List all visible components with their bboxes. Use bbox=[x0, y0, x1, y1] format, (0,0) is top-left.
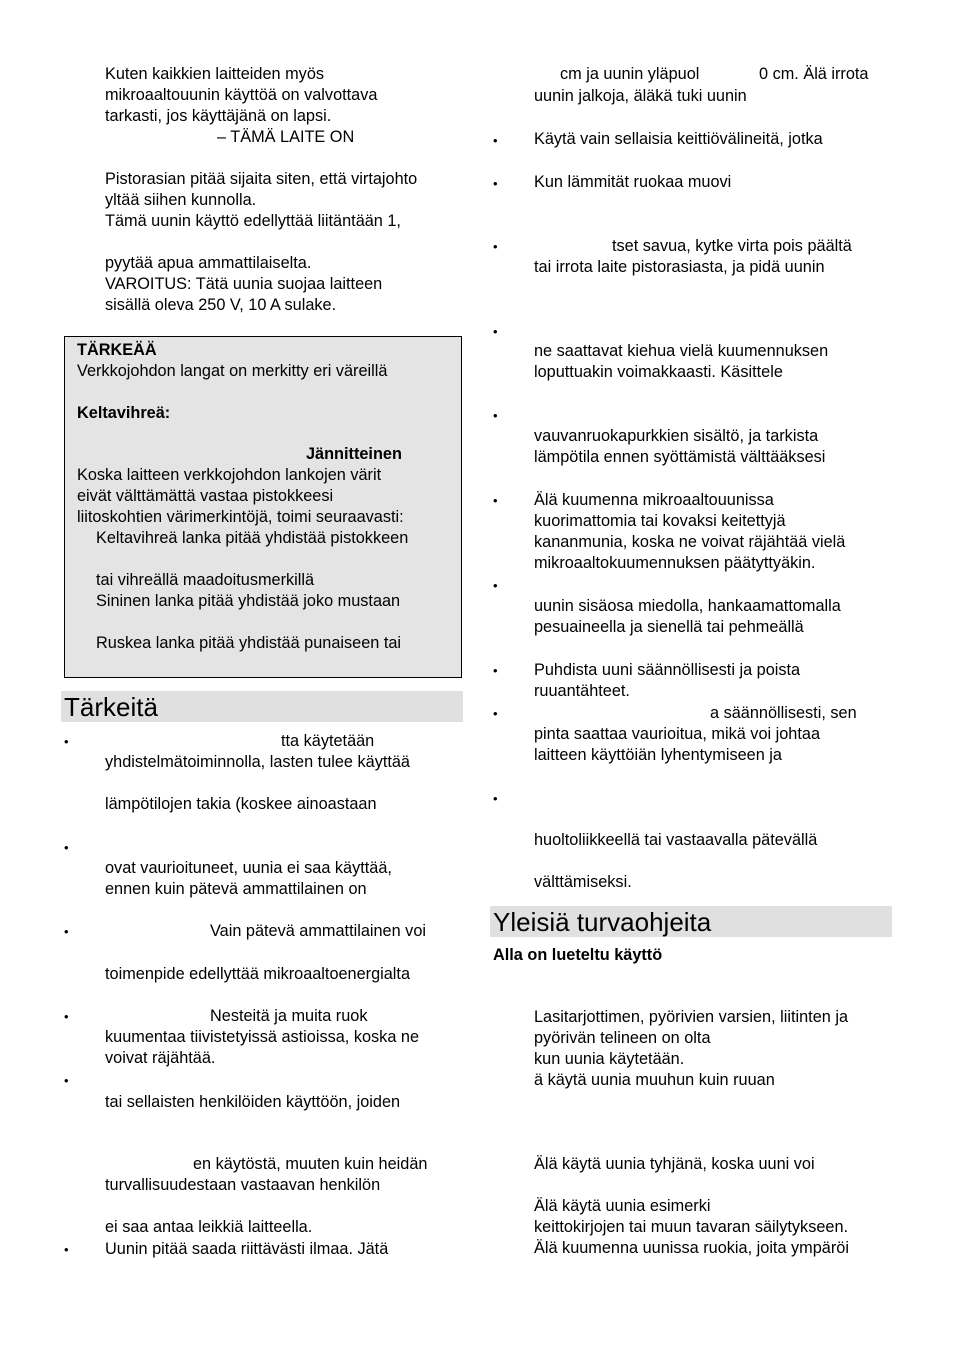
right-line: pesuaineella ja sienellä tai pehmeällä bbox=[534, 618, 804, 636]
important-box-line: Koska laitteen verkkojohdon lankojen värit bbox=[77, 466, 382, 484]
right-line: Puhdista uuni säännöllisesti ja poista bbox=[534, 661, 801, 679]
intro-line: Pistorasian pitää sijaita siten, että virtajohto bbox=[105, 170, 418, 188]
right-tail-line: Älä kuumenna uunissa ruokia, joita ympäröi bbox=[534, 1239, 849, 1257]
intro-line: VAROITUS: Tätä uunia suojaa laitteen bbox=[105, 275, 383, 293]
bullet-icon: • bbox=[493, 706, 498, 721]
bullet-icon: • bbox=[493, 324, 498, 339]
right-line: vauvanruokapurkkien sisältö, ja tarkista bbox=[534, 427, 819, 445]
right-line: tai irrota laite pistorasiasta, ja pidä uunin bbox=[534, 258, 825, 276]
right-tail-line: Lasitarjottimen, pyörivien varsien, liitinten ja bbox=[534, 1008, 849, 1026]
bullet-line: ei saa antaa leikkiä laitteella. bbox=[105, 1218, 313, 1236]
bullet-icon: • bbox=[493, 578, 498, 593]
intro-line: Kuten kaikkien laitteiden myös bbox=[105, 65, 325, 83]
bullet-icon: • bbox=[493, 239, 498, 254]
right-line: ne saattavat kiehua vielä kuumennuksen bbox=[534, 342, 829, 360]
right-line: loputtuakin voimakkaasti. Käsittele bbox=[534, 363, 783, 381]
bullet-icon: • bbox=[493, 663, 498, 678]
right-line: kuorimattomia tai kovaksi keitettyjä bbox=[534, 512, 786, 530]
intro-line: sisällä oleva 250 V, 10 A sulake. bbox=[105, 296, 337, 314]
right-line: Älä kuumenna mikroaaltouunissa bbox=[534, 491, 774, 509]
bullet-line: lämpötilojen takia (koskee ainoastaan bbox=[105, 795, 377, 813]
section-subheading: Alla on lueteltu käyttö bbox=[493, 946, 663, 964]
important-box-line: Keltavihreä: bbox=[77, 404, 171, 422]
bullet-line: Nesteitä ja muita ruok bbox=[210, 1007, 368, 1025]
bullet-icon: • bbox=[493, 408, 498, 423]
intro-line: tarkasti, jos käyttäjänä on lapsi. bbox=[105, 107, 332, 125]
bullet-icon: • bbox=[493, 133, 498, 148]
bullet-icon: • bbox=[493, 493, 498, 508]
important-box-line: Verkkojohdon langat on merkitty eri väreillä bbox=[77, 362, 388, 380]
right-line: välttämiseksi. bbox=[534, 873, 632, 891]
bullet-line: kuumentaa tiivistetyissä astioissa, koska ne bbox=[105, 1028, 420, 1046]
intro-line: yltää siihen kunnolla. bbox=[105, 191, 257, 209]
section-heading: Yleisiä turvaohjeita bbox=[493, 907, 712, 937]
bullet-line: toimenpide edellyttää mikroaaltoenergialta bbox=[105, 965, 411, 983]
right-line: a säännöllisesti, sen bbox=[710, 704, 857, 722]
right-line: tset savua, kytke virta pois päältä bbox=[612, 237, 852, 255]
bullet-icon: • bbox=[493, 176, 498, 191]
important-box-line: eivät välttämättä vastaa pistokkeesi bbox=[77, 487, 334, 505]
right-line: uunin jalkoja, äläkä tuki uunin bbox=[534, 87, 747, 105]
right-line: huoltoliikkeellä tai vastaavalla pätevällä bbox=[534, 831, 818, 849]
right-line: laitteen käyttöiän lyhentymiseen ja bbox=[534, 746, 782, 764]
bullet-icon: • bbox=[64, 734, 69, 749]
bullet-line: tta käytetään bbox=[281, 732, 375, 750]
bullet-line: voivat räjähtää. bbox=[105, 1049, 216, 1067]
important-box-line: Keltavihreä lanka pitää yhdistää pistokkeen bbox=[96, 529, 409, 547]
right-tail-line: kun uunia käytetään. bbox=[534, 1050, 685, 1068]
bullet-line: ovat vaurioituneet, uunia ei saa käyttää, bbox=[105, 859, 392, 877]
intro-line: Tämä uunin käyttö edellyttää liitäntään 1, bbox=[105, 212, 401, 230]
right-line: Kun lämmität ruokaa muovi bbox=[534, 173, 732, 191]
bullet-icon: • bbox=[64, 1242, 69, 1257]
bullet-line: turvallisuudestaan vastaavan henkilön bbox=[105, 1176, 381, 1194]
important-box-line: Ruskea lanka pitää yhdistää punaiseen tai bbox=[96, 634, 402, 652]
right-line: kananmunia, koska ne voivat räjähtää vielä bbox=[534, 533, 846, 551]
bullet-icon: • bbox=[64, 1073, 69, 1088]
right-line: lämpötila ennen syöttämistä välttääksesi bbox=[534, 448, 826, 466]
bullet-icon: • bbox=[493, 791, 498, 806]
important-box-title: TÄRKEÄÄ bbox=[77, 341, 157, 359]
bullet-line: en käytöstä, muuten kuin heidän bbox=[193, 1155, 428, 1173]
bullet-line: yhdistelmätoiminnolla, lasten tulee käyttää bbox=[105, 753, 410, 771]
bullet-icon: • bbox=[64, 1009, 69, 1024]
bullet-line: ennen kuin pätevä ammattilainen on bbox=[105, 880, 367, 898]
right-line: 0 cm. Älä irrota bbox=[759, 65, 869, 83]
section-heading: Tärkeitä bbox=[64, 692, 158, 722]
important-box-line: Sininen lanka pitää yhdistää joko mustaan bbox=[96, 592, 401, 610]
intro-line: mikroaaltouunin käyttöä on valvottava bbox=[105, 86, 378, 104]
right-line: uunin sisäosa miedolla, hankaamattomalla bbox=[534, 597, 841, 615]
right-tail-line: pyörivän telineen on olta bbox=[534, 1029, 711, 1047]
intro-line: pyytää apua ammattilaiselta. bbox=[105, 254, 312, 272]
bullet-line: tai sellaisten henkilöiden käyttöön, joiden bbox=[105, 1093, 401, 1111]
important-box-line: liitoskohtien värimerkintöjä, toimi seuraavasti: bbox=[77, 508, 404, 526]
important-box-line: tai vihreällä maadoitusmerkillä bbox=[96, 571, 315, 589]
intro-line: – TÄMÄ LAITE ON bbox=[217, 128, 355, 146]
right-tail-line: Älä käytä uunia esimerki bbox=[534, 1197, 711, 1215]
bullet-line: Uunin pitää saada riittävästi ilmaa. Jätä bbox=[105, 1240, 389, 1258]
right-tail-line: ä käytä uunia muuhun kuin ruuan bbox=[534, 1071, 775, 1089]
bullet-icon: • bbox=[64, 840, 69, 855]
right-line: cm ja uunin yläpuol bbox=[560, 65, 700, 83]
right-line: mikroaaltokuumennuksen päätyttyäkin. bbox=[534, 554, 816, 572]
right-line: pinta saattaa vaurioitua, mikä voi johtaa bbox=[534, 725, 820, 743]
right-line: ruuantähteet. bbox=[534, 682, 630, 700]
right-tail-line: Älä käytä uunia tyhjänä, koska uuni voi bbox=[534, 1155, 815, 1173]
important-box-line: Jännitteinen bbox=[306, 445, 402, 463]
right-line: Käytä vain sellaisia keittiövälineitä, jotka bbox=[534, 130, 823, 148]
right-tail-line: keittokirjojen tai muun tavaran säilytykseen. bbox=[534, 1218, 849, 1236]
bullet-icon: • bbox=[64, 924, 69, 939]
bullet-line: Vain pätevä ammattilainen voi bbox=[210, 922, 426, 940]
